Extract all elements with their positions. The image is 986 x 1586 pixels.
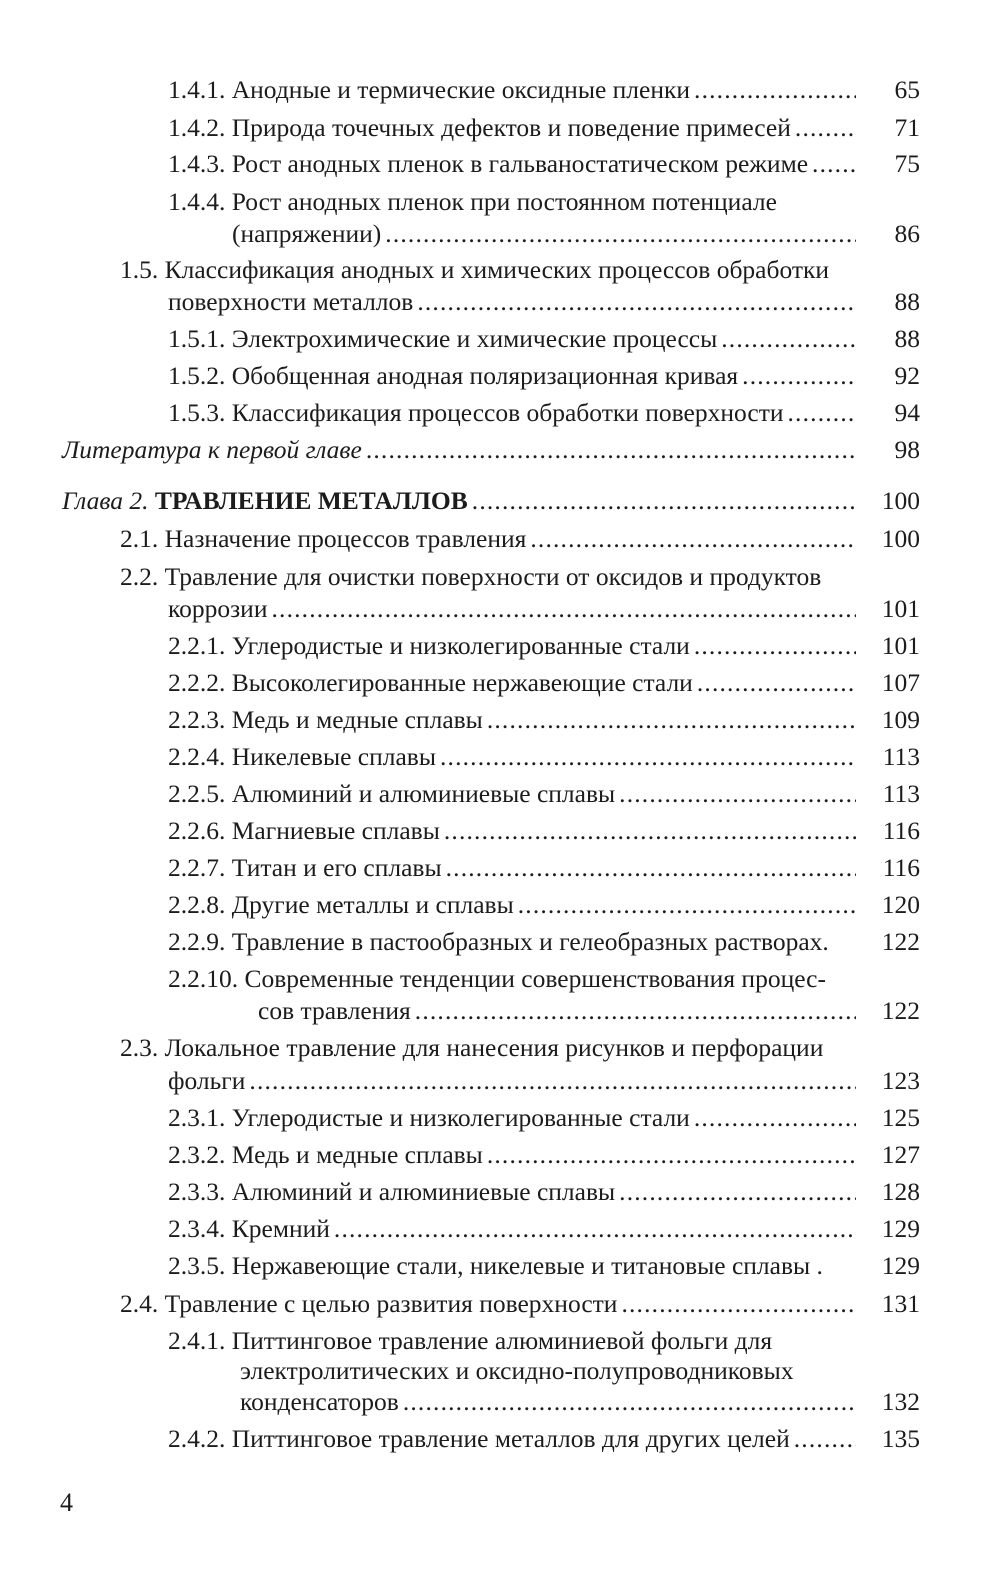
toc-entry-title: конденсаторов (240, 1387, 399, 1416)
toc-entry-number: 1.4.4. (168, 187, 226, 216)
toc-entry[interactable] (168, 395, 920, 431)
toc-entry-number: 2.4. (120, 1289, 159, 1318)
toc-entry[interactable] (168, 1174, 920, 1210)
toc-entry-title: поверхности металлов (168, 287, 414, 316)
toc-entry-title: Нержавеющие стали, никелевые и титановые сплавы . (231, 1251, 823, 1280)
toc-entry-number: 2.3.4. (168, 1214, 226, 1243)
toc-entry-page: 129 (881, 1214, 920, 1243)
toc-entry-number: 1.4.1. (168, 75, 226, 104)
toc-entry-title: Другие металлы и сплавы (231, 890, 514, 919)
toc-entry-title: Титан и его сплавы (231, 853, 442, 882)
toc-entry[interactable] (240, 1384, 920, 1420)
toc-entry-number: 1.4.2. (168, 113, 226, 142)
toc-entry[interactable] (258, 993, 920, 1029)
toc-entry-title: Питтинговое травление металлов для других целей (231, 1424, 790, 1453)
toc-leader-dots (366, 432, 856, 468)
toc-entry-page: 113 (882, 742, 920, 771)
toc-entry-page: 113 (882, 779, 920, 808)
toc-entry-number: 1.5.1. (168, 324, 226, 353)
toc-entry-title: Высоколегированные нержавеющие стали (231, 668, 693, 697)
toc-entry[interactable] (168, 1248, 920, 1284)
toc-entry-title-line: Рост анодных пленок при постоянном потенциале (231, 187, 777, 216)
toc-entry[interactable] (168, 1211, 920, 1247)
toc-leader-dots (271, 591, 856, 627)
toc-entry-number: 2.2.7. (168, 853, 226, 882)
toc-entry-page: 122 (881, 996, 920, 1025)
toc-entry-number: 1.4.3. (168, 149, 226, 178)
toc-entry[interactable] (168, 110, 920, 146)
toc-entry[interactable] (120, 1286, 920, 1322)
toc-leader-dots (794, 1421, 856, 1457)
toc-leader-dots (619, 776, 856, 812)
toc-entry-number: 2.3.2. (168, 1140, 226, 1169)
toc-entry-page: 122 (881, 927, 920, 956)
toc-entry[interactable] (168, 358, 920, 394)
toc-leader-dots (417, 284, 856, 320)
toc-entry-page: 128 (881, 1177, 920, 1206)
toc-entry[interactable] (168, 1421, 920, 1457)
toc-leader-dots (487, 1137, 856, 1173)
toc-entry-page: 100 (881, 524, 920, 553)
toc-entry-page: 116 (882, 816, 920, 845)
toc-entry-title-line: Локальное травление для нанесения рисунков и перфорации (164, 1033, 824, 1062)
toc-entry-heading[interactable] (120, 252, 829, 288)
toc-entry-title: Кремний (231, 1214, 330, 1243)
toc-entry-number: 2.3. (120, 1033, 159, 1062)
toc-entry-title-line: электролитических и оксидно-полупроводниковых (240, 1356, 794, 1385)
toc-entry-title-line: Питтинговое травление алюминиевой фольги для (231, 1326, 773, 1355)
toc-entry[interactable] (168, 321, 920, 357)
toc-entry-page: 94 (894, 398, 920, 427)
toc-entry[interactable] (168, 850, 920, 886)
toc-entry-number: 2.2.8. (168, 890, 226, 919)
toc-leader-dots (334, 1211, 856, 1247)
toc-leader-dots (742, 358, 856, 394)
toc-entry-heading[interactable] (120, 1030, 823, 1066)
toc-entry-title: Магниевые сплавы (231, 816, 440, 845)
toc-entry-number: 2.3.5. (168, 1251, 226, 1280)
toc-entry-title: Классификация процессов обработки поверхности (231, 398, 784, 427)
toc-leader-dots (440, 739, 856, 775)
toc-leader-dots (694, 1100, 856, 1136)
toc-entry-page: 98 (894, 435, 920, 464)
toc-entry[interactable] (168, 72, 920, 108)
toc-entry-number: 2.2.2. (168, 668, 226, 697)
toc-entry-heading[interactable] (168, 184, 777, 220)
toc-chapter-title: ТРАВЛЕНИЕ МЕТАЛЛОВ (154, 486, 468, 515)
toc-entry[interactable] (232, 216, 920, 252)
toc-entry-page: 132 (881, 1387, 920, 1416)
toc-leader-dots (795, 110, 856, 146)
toc-entry-title: Медь и медные сплавы (231, 1140, 483, 1169)
toc-entry-title: Анодные и термические оксидные пленки (231, 75, 691, 104)
toc-entry-number: 1.5.3. (168, 398, 226, 427)
toc-entry-page: 71 (894, 113, 920, 142)
toc-entry[interactable] (168, 924, 920, 960)
toc-entry-title: Алюминий и алюминиевые сплавы (231, 1177, 616, 1206)
toc-leader-dots (694, 72, 856, 108)
toc-entry-page: 123 (881, 1066, 920, 1095)
toc-entry-title: Травление с целью развития поверхности (164, 1289, 618, 1318)
toc-entry[interactable] (168, 628, 920, 664)
toc-entry-page: 100 (881, 486, 920, 515)
toc-entry-number: 2.3.3. (168, 1177, 226, 1206)
toc-entry-title-line: Травление для очистки поверхности от оксидов и продуктов (164, 562, 822, 591)
toc-leader-dots (487, 702, 856, 738)
toc-leader-dots (619, 1174, 856, 1210)
toc-entry-title: Электрохимические и химические процессы (231, 324, 718, 353)
toc-entry[interactable] (168, 776, 920, 812)
toc-entry-page: 88 (894, 324, 920, 353)
toc-leader-dots (249, 1063, 856, 1099)
toc-entry-title-line: Современные тенденции совершенствования процес- (244, 964, 826, 993)
toc-entry-title: Углеродистые и низколегированные стали (231, 631, 690, 660)
toc-entry[interactable] (168, 665, 920, 701)
toc-entry-page: 135 (881, 1424, 920, 1453)
toc-entry[interactable] (168, 739, 920, 775)
toc-entry[interactable] (168, 702, 920, 738)
toc-leader-dots (385, 216, 856, 252)
toc-entry-number: 2.4.1. (168, 1326, 226, 1355)
toc-leader-dots (415, 993, 856, 1029)
toc-entry[interactable] (168, 813, 920, 849)
toc-leader-dots (694, 628, 856, 664)
toc-leader-dots (621, 1286, 856, 1322)
toc-entry-page: 129 (881, 1251, 920, 1280)
toc-entry-number: 2.1. (120, 524, 159, 553)
toc-entry-number: 2.2.5. (168, 779, 226, 808)
toc-entry-page: 125 (881, 1103, 920, 1132)
toc-entry-number: 2.4.2. (168, 1424, 226, 1453)
toc-entry-page: 65 (894, 75, 920, 104)
toc-leader-dots (446, 850, 856, 886)
toc-entry-page: 101 (881, 631, 920, 660)
toc-leader-dots (518, 887, 856, 923)
toc-entry[interactable] (168, 591, 920, 627)
toc-leader-dots (444, 813, 856, 849)
toc-entry-number: 2.2.6. (168, 816, 226, 845)
toc-entry-title: коррозии (168, 594, 268, 623)
toc-entry-title: (напряжении) (232, 219, 382, 248)
toc-entry-title: Алюминий и алюминиевые сплавы (231, 779, 616, 808)
toc-entry-number: 2.2.9. (168, 927, 226, 956)
toc-entry[interactable] (168, 284, 920, 320)
toc-entry[interactable] (168, 1100, 920, 1136)
toc-entry-page: 92 (894, 361, 920, 390)
toc-entry-number: 1.5.2. (168, 361, 226, 390)
toc-entry-title: сов травления (258, 996, 411, 1025)
toc-leader-dots (697, 665, 856, 701)
toc-entry-page: 86 (894, 219, 920, 248)
toc-leader-dots (472, 483, 856, 519)
toc-entry-title: Травление в пастообразных и гелеобразных растворах. (231, 927, 829, 956)
toc-entry[interactable] (168, 1137, 920, 1173)
toc-entry-number: 2.2.3. (168, 705, 226, 734)
toc-entry-number: 2.2.10. (168, 964, 239, 993)
page-number: 4 (60, 1488, 73, 1517)
toc-entry-page: 120 (881, 890, 920, 919)
toc-entry-page: 75 (894, 149, 920, 178)
toc-entry-page: 127 (881, 1140, 920, 1169)
toc-chapter-number: Глава 2. (62, 486, 149, 515)
toc-leader-dots (812, 146, 856, 182)
toc-entry-number: 2.2.1. (168, 631, 226, 660)
toc-entry-heading[interactable] (120, 559, 821, 595)
toc-entry-title: Медь и медные сплавы (231, 705, 483, 734)
toc-entry-page: 101 (881, 594, 920, 623)
toc-entry-page: 116 (882, 853, 920, 882)
toc-entry[interactable] (168, 1063, 920, 1099)
toc-entry-number: 2.3.1. (168, 1103, 226, 1132)
toc-entry-page: 109 (881, 705, 920, 734)
toc-entry-number: 1.5. (120, 255, 159, 284)
toc-entry-page: 88 (894, 287, 920, 316)
toc-entry-heading[interactable] (168, 961, 826, 997)
toc-leader-dots (530, 521, 856, 557)
toc-entry[interactable] (168, 887, 920, 923)
toc-entry[interactable] (168, 146, 920, 182)
toc-entry-page: 131 (881, 1289, 920, 1318)
toc-entry-literature[interactable] (62, 432, 920, 468)
toc-entry[interactable] (120, 521, 920, 557)
toc-leader-dots (721, 321, 856, 357)
toc-chapter-heading[interactable] (62, 483, 920, 519)
toc-leader-dots (403, 1384, 856, 1420)
toc-leader-dots (788, 395, 857, 431)
toc-entry-number: 2.2.4. (168, 742, 226, 771)
toc-entry-number: 2.2. (120, 562, 159, 591)
toc-entry-title: Литература к первой главе (62, 435, 362, 464)
toc-entry-title: Назначение процессов травления (164, 524, 527, 553)
toc-entry-title: Углеродистые и низколегированные стали (231, 1103, 690, 1132)
toc-entry-title-line: Классификация анодных и химических процессов обработки (164, 255, 830, 284)
toc-entry-title: Природа точечных дефектов и поведение примесей (231, 113, 791, 142)
toc-entry-page: 107 (881, 668, 920, 697)
toc-entry-title: Никелевые сплавы (231, 742, 436, 771)
toc-entry-title: Рост анодных пленок в гальваностатическом режиме (231, 149, 809, 178)
toc-entry-title: Обобщенная анодная поляризационная кривая (231, 361, 739, 390)
toc-entry-title: фольги (168, 1066, 246, 1095)
